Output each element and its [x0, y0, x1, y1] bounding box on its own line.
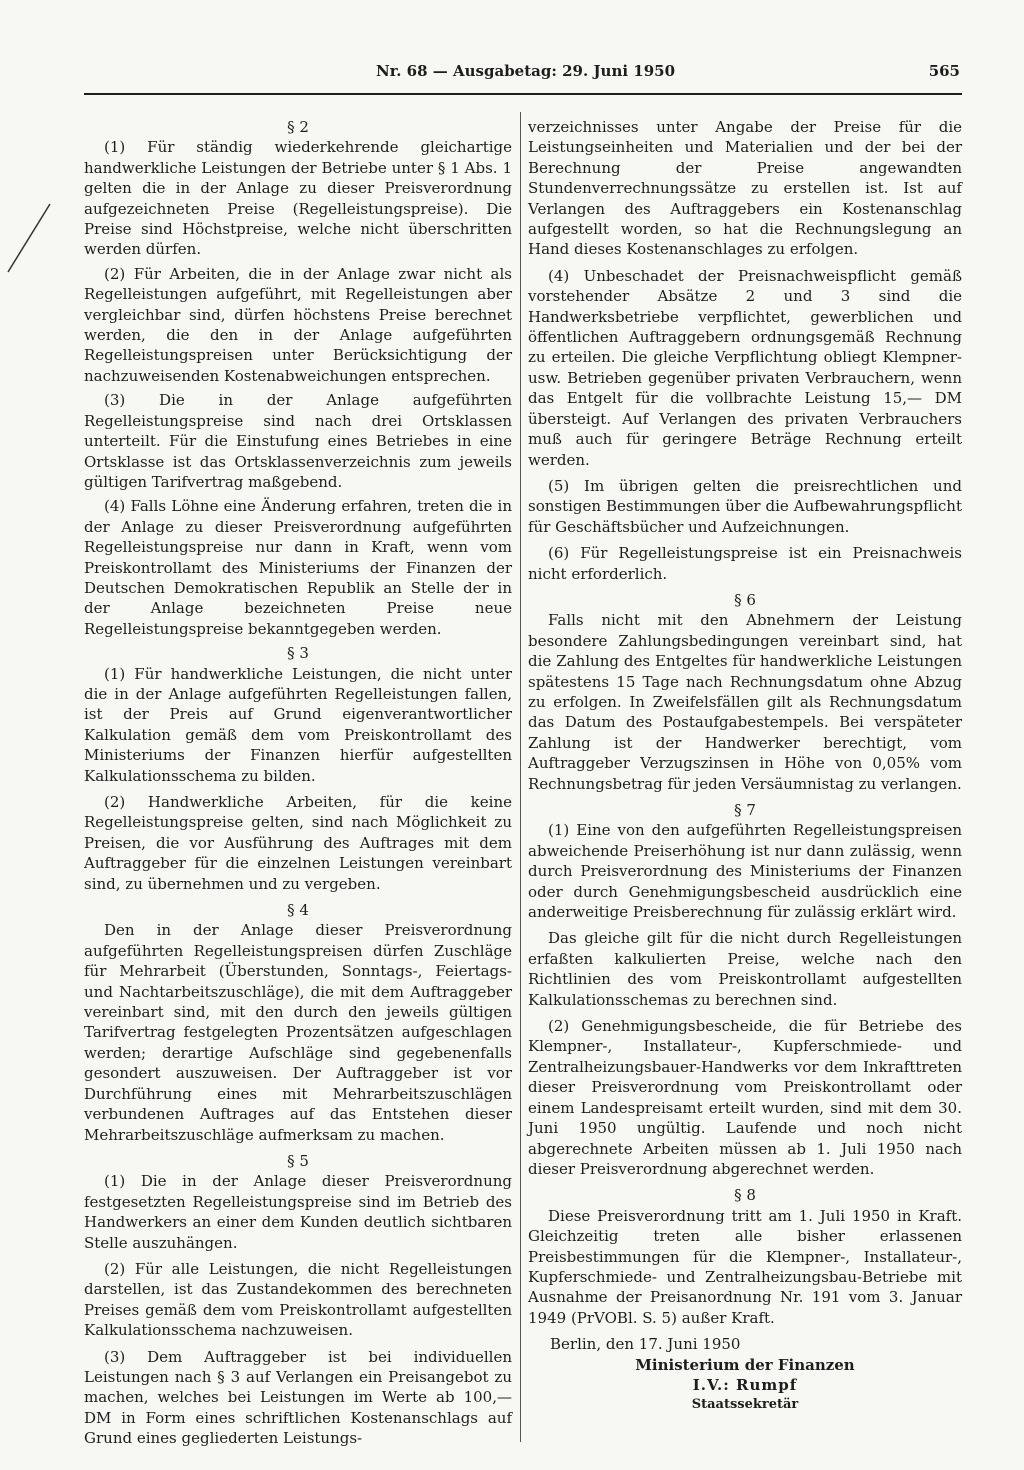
- signature-place-date: Berlin, den 17. Juni 1950: [550, 1335, 741, 1354]
- section-5-para-2: (2) Für alle Leistungen, die nicht Regelleistungen darstellen, ist das Zustandekommen des berechneten Preises gemäß dem vom Preiskontrollamt aufgestellten Kalkulationsschema nachzuweisen.: [84, 1259, 512, 1340]
- section-5-heading: § 5: [287, 1151, 309, 1170]
- section-3-para-2: (2) Handwerkliche Arbeiten, für die keine Regelleistungspreise gelten, sind nach Möglichkeit zu Preisen, die vor Ausführung des Auftrages mit dem Auftraggeber für die einzelnen Leistungen vereinbart sind, zu übernehmen und zu vergeben.: [84, 793, 512, 893]
- column-divider: [520, 112, 521, 1442]
- section-8-heading: § 8: [734, 1186, 756, 1205]
- section-7-para-1: (1) Eine von den aufgeführten Regelleistungspreisen abweichende Preiserhöhung ist nur dann zulässig, wenn durch Preisverordnung des Ministeriums der Finanzen oder durch Genehmigungsbescheid ausdrücklich eine anderweitige Preisberechnung für zulässig erklärt wird.: [528, 821, 962, 922]
- page-number: 565: [928, 62, 960, 80]
- section-2-heading: § 2: [287, 118, 309, 136]
- section-7-para-2: (2) Genehmigungsbescheide, die für Betriebe des Klempner-, Installateur-, Kupferschmiede- und Zentralheizungsbauer-Handwerks vor dem Inkrafttreten dieser Preisverordnung vom Preiskontrollamt oder einem Landespreisamt erteilt wurden, sind mit dem 30. Juni 1950 ungültig. Laufende und noch nicht abgerechnete Arbeiten müssen ab 1. Juli 1950 nach dieser Preisverordnung abgerechnet werden.: [528, 1017, 962, 1178]
- signature-ministry: Ministerium der Finanzen: [635, 1355, 855, 1374]
- section-5-para-3: (3) Dem Auftraggeber ist bei individuellen Leistungen nach § 3 auf Verlangen ein Preisangebot zu machen, welches bei Leistungen im Werte ab 100,— DM in Form eines schriftlichen Kostenanschlags auf Grund eines gegliederten Leistungs-: [84, 1347, 512, 1448]
- left-column: [84, 117, 512, 1449]
- section-5-para-5: (5) Im übrigen gelten die preisrechtlichen und sonstigen Bestimmungen über die Aufbewahrungspflicht für Geschäftsbücher und Aufzeichnungen.: [528, 476, 962, 536]
- section-7-para-1b: Das gleiche gilt für die nicht durch Regelleistungen erfaßten kalkulierten Preise, welche nach den Richtlinien des vom Preiskontrollamt aufgestellten Kalkulationsschemas zu berechnen sind.: [528, 929, 962, 1009]
- section-8-para-1: Diese Preisverordnung tritt am 1. Juli 1950 in Kraft. Gleichzeitig treten alle bisher erlassenen Preisbestimmungen für die Klempner-, Installateur-, Kupferschmiede- und Zentralheizungsbau-Betriebe mit Ausnahme der Preisanordnung Nr. 191 vom 3. Januar 1949 (PrVOBl. S. 5) außer Kraft.: [528, 1206, 962, 1327]
- section-6-para-1: Falls nicht mit den Abnehmern der Leistung besondere Zahlungsbedingungen vereinbart sind, hat die Zahlung des Entgeltes für handwerkliche Leistungen spätestens 15 Tage nach Rechnungsdatum ohne Abzug zu erfolgen. In Zweifelsfällen gilt als Rechnungsdatum das Datum des Postaufgabestempels. Bei verspäteter Zahlung ist der Handwerker berechtigt, vom Auftraggeber Verzugszinsen in Höhe von 0,05% vom Rechnungsbetrag für jeden Versäumnistag zu verlangen.: [528, 611, 962, 793]
- section-5-para-4: (4) Unbeschadet der Preisnachweispflicht gemäß vorstehender Absätze 2 und 3 sind die Handwerksbetriebe verpflichtet, gewerblichen und öffentlichen Auftraggebern ordnungsgemäß Rechnung zu erteilen. Die gleiche Verpflichtung obliegt Klempner- usw. Betrieben gegenüber privaten Verbrauchern, wenn das Entgelt für die vollbrachte Leistung 15,— DM übersteigt. Auf Verlangen des privaten Verbrauchers muß auch für geringere Beträge Rechnung erteilt werden.: [528, 266, 962, 469]
- section-2-para-3: (3) Die in der Anlage aufgeführten Regelleistungspreise sind nach drei Ortsklassen unterteilt. Für die Einstufung eines Betriebes in eine Ortsklasse ist das Ortsklassenverzeichnis zum jeweils gültigen Tarifvertrag maßgebend.: [84, 391, 512, 491]
- section-5-para-1: (1) Die in der Anlage dieser Preisverordnung festgesetzten Regelleistungspreise sind im Betrieb des Handwerkers an einer dem Kunden deutlich sichtbaren Stelle auszuhängen.: [84, 1172, 512, 1252]
- section-4-para-1: Den in der Anlage dieser Preisverordnung aufgeführten Regelleistungspreisen dürfen Zuschläge für Mehrarbeit (Überstunden, Sonntags-, Feiertags- und Nachtarbeitszuschläge), die mit dem Auftraggeber vereinbart sind, mit den durch den jeweils gültigen Tarifvertrag festgelegten Prozentsätzen aufgeschlagen werden; derartige Aufschläge sind gegebenenfalls gesondert auszuweisen. Der Auftraggeber ist vor Durchführung eines mit Mehrarbeitszuschlägen verbundenen Auftrages auf das Entstehen dieser Mehrarbeitszuschläge aufmerksam zu machen.: [84, 921, 512, 1144]
- section-2-para-2: (2) Für Arbeiten, die in der Anlage zwar nicht als Regelleistungen aufgeführt, mit Regelleistungen aber vergleichbar sind, dürfen höchstens Preise berechnet werden, die den in der Anlage aufgeführten Regelleistungspreisen unter Berücksichtigung der nachzuweisenden Kostenabweichungen entsprechen.: [84, 264, 512, 385]
- section-5-para-6: (6) Für Regelleistungspreise ist ein Preisnachweis nicht erforderlich.: [528, 544, 962, 583]
- section-3-para-1: (1) Für handwerkliche Leistungen, die nicht unter die in der Anlage aufgeführten Regelleistungen fallen, ist der Preis auf Grund eigenverantwortlicher Kalkulation gemäß dem vom Preiskontrollamt des Ministeriums der Finanzen hierfür aufgestellten Kalkulationsschema zu bilden.: [84, 664, 512, 785]
- signature-role: Staatssekretär: [691, 1397, 799, 1413]
- section-6-heading: § 6: [734, 590, 756, 609]
- issue-line: Nr. 68 — Ausgabetag: 29. Juni 1950: [376, 62, 676, 80]
- page-header: [86, 62, 960, 86]
- signature-signer: I.V.: Rumpf: [692, 1375, 798, 1394]
- margin-pencil-mark: [0, 200, 90, 320]
- section-4-heading: § 4: [287, 901, 309, 920]
- header-rule: [84, 93, 962, 95]
- section-2-para-1: (1) Für ständig wiederkehrende gleichartige handwerkliche Leistungen der Betriebe unter § 1 Abs. 1 gelten die in der Anlage zu dieser Preisverordnung aufgezeichneten Preise (Regelleistungspreise). Die Preise sind Höchstpreise, welche nicht überschritten werden dürfen.: [84, 138, 512, 259]
- right-column: [528, 117, 962, 1416]
- section-7-heading: § 7: [734, 801, 756, 819]
- section-3-heading: § 3: [287, 644, 309, 663]
- section-5-para-3-continued: verzeichnisses unter Angabe der Preise für die Leistungseinheiten und Materialien und der bei der Berechnung der Preise angewandten Stundenverrechnungssätze zu erstellen ist. Ist auf Verlangen des Auftraggebers ein Kostenanschlag aufgestellt worden, so hat die Rechnungslegung an Hand dieses Kostenanschlages zu erfolgen.: [528, 118, 962, 259]
- section-2-para-4: (4) Falls Löhne eine Änderung erfahren, treten die in der Anlage zu dieser Preisverordnung aufgeführten Regelleistungspreise nur dann in Kraft, wenn vom Preiskontrollamt des Ministeriums der Finanzen der Deutschen Demokratischen Republik an Stelle der in der Anlage bezeichneten Preise neue Regelleistungspreise bekanntgegeben werden.: [84, 497, 512, 638]
- pencil-stroke: [8, 204, 50, 272]
